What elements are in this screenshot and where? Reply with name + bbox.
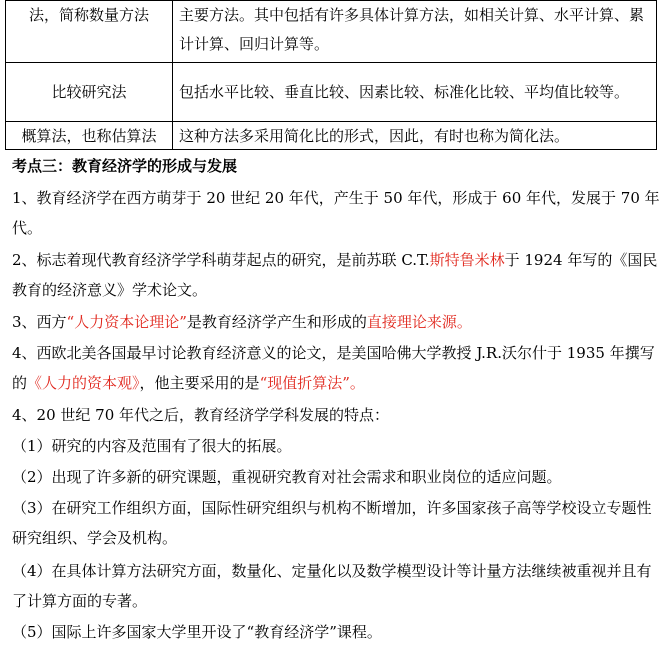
sub-item-5: （5）国际上许多国家大学里开设了“教育经济学”课程。 bbox=[12, 623, 382, 641]
sub-item-4: （4）在具体计算方法研究方面，数量化、定量化以及数学模型设计等计量方法继续被重视并且有了计算方面的专著。 bbox=[12, 562, 652, 610]
paragraph-4: 4、西欧北美各国最早讨论教育经济意义的论文，是美国哈佛大学教授 J.R.沃尔什于 1935 年撰写的《人力的资本观》，他主要采用的是“现值折算法”。 bbox=[12, 344, 655, 392]
text: 3、西方 bbox=[12, 313, 67, 331]
methods-table bbox=[5, 0, 657, 150]
emphasis-text: 直接理论来源。 bbox=[366, 313, 472, 331]
sub-item-2: （2）出现了许多新的研究课题，重视研究教育对社会需求和职业岗位的适应问题。 bbox=[12, 468, 562, 486]
paragraph-1: 1、教育经济学在西方萌芽于 20 世纪 20 年代，产生于 50 年代，形成于 60 年代，发展于 70 年代。 bbox=[12, 189, 660, 237]
text: 是教育经济学产生和形成的 bbox=[186, 313, 367, 331]
text: 4、西欧北美各国最早讨论教育经济意义的论文，是美国哈佛大学教授 J.R.沃尔什于 1935 年撰写的 bbox=[12, 344, 655, 392]
emphasis-text: 斯特鲁米林 bbox=[429, 251, 505, 269]
text: 于 1924 年写的《国民教育的经济意义》学术论文。 bbox=[12, 251, 658, 299]
method-desc-cell: 包括水平比较、垂直比较、因素比较、标准化比较、平均值比较等。 bbox=[173, 63, 657, 122]
paragraph-5: 4、20 世纪 70 年代之后，教育经济学学科发展的特点： bbox=[12, 406, 390, 424]
method-name-cell: 法，简称数量方法 bbox=[6, 1, 173, 63]
emphasis-text: “现值折算法”。 bbox=[259, 374, 365, 392]
sub-item-1: （1）研究的内容及范围有了很大的拓展。 bbox=[12, 437, 292, 455]
emphasis-text: “人力资本论理论” bbox=[66, 313, 187, 331]
table-row bbox=[6, 122, 657, 150]
paragraph-2 bbox=[12, 245, 660, 305]
method-name-cell: 概算法，也称估算法 bbox=[6, 122, 173, 150]
paragraph-3 bbox=[12, 307, 660, 337]
method-desc-cell: 主要方法。其中包括有许多具体计算方法，如相关计算、水平计算、累计计算、回归计算等。 bbox=[173, 1, 657, 63]
section-heading: 考点三：教育经济学的形成与发展 bbox=[12, 157, 238, 175]
text: 他主要采用的是 bbox=[154, 374, 260, 392]
text: 2、标志着现代教育经济学学科萌芽起点的研究，是前苏联 C.T. bbox=[12, 251, 430, 269]
method-desc-cell: 这种方法多采用简化比的形式，因此，有时也称为简化法。 bbox=[173, 122, 657, 150]
table-row bbox=[6, 1, 657, 63]
sub-item-3: （3）在研究工作组织方面，国际性研究组织与机构不断增加，许多国家孩子高等学校设立专题性研究组织、学会及机构。 bbox=[12, 499, 652, 547]
table-row bbox=[6, 63, 657, 122]
emphasis-text: 《人力的资本观》 bbox=[27, 374, 140, 392]
method-name-cell: 比较研究法 bbox=[6, 63, 173, 122]
